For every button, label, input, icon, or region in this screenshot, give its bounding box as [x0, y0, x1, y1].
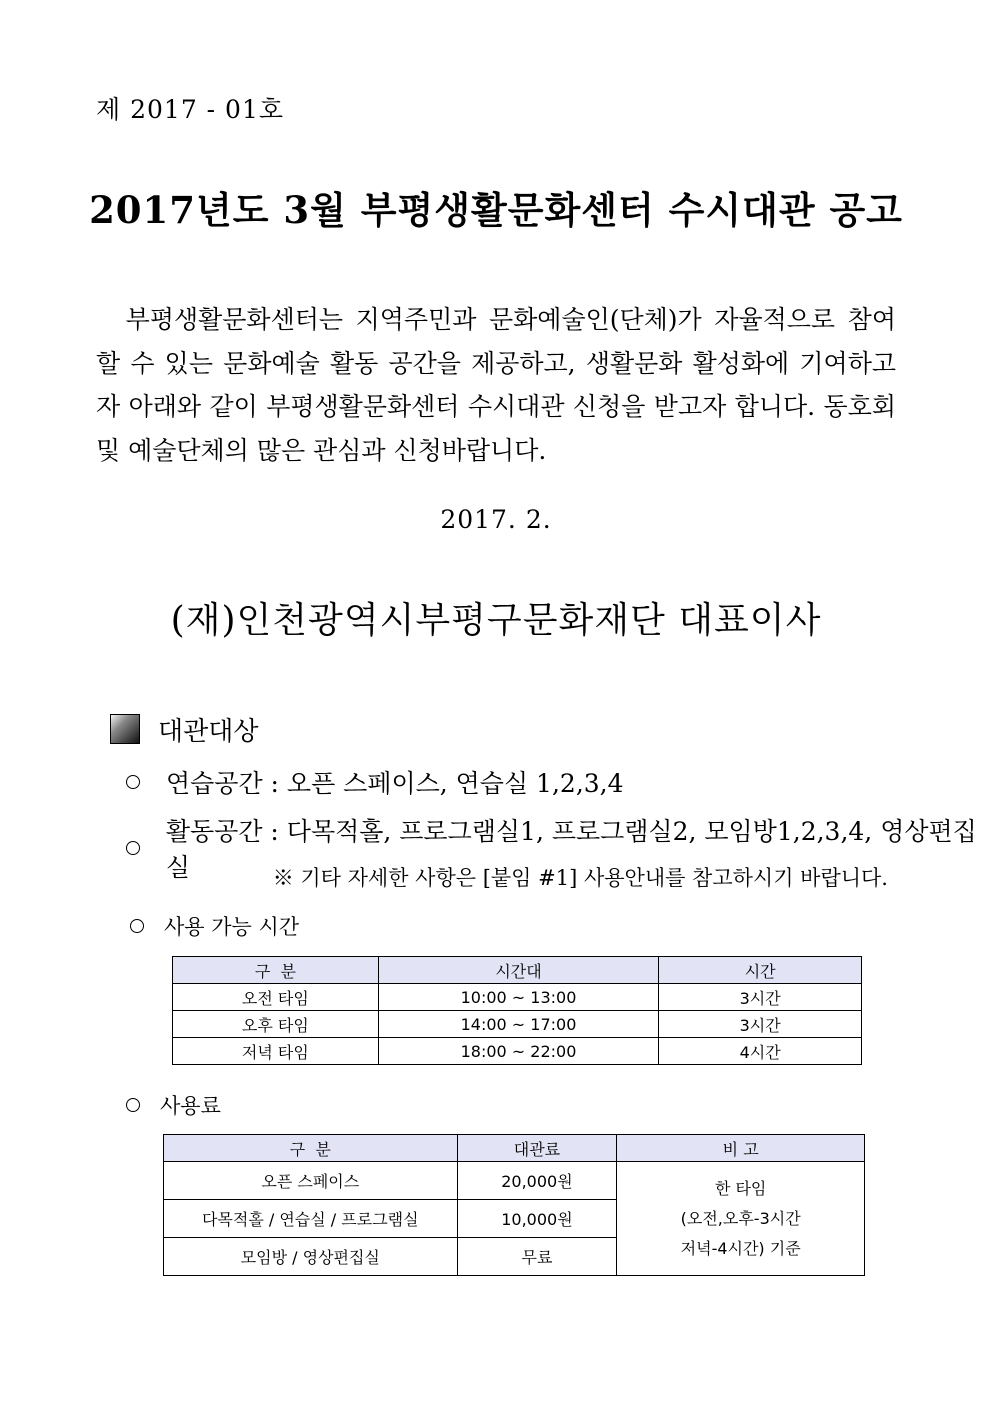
table-row: [173, 1011, 862, 1038]
activity-space-text: 활동공간 : 다목적홀, 프로그램실1, 프로그램실2, 모임방1,2,3,4, 영상편집실: [165, 817, 977, 882]
hours-subtitle: [130, 911, 299, 941]
document-number: 제 2017 - 01호: [96, 95, 285, 124]
cell-timeslot: 18:00 ~ 22:00: [378, 1038, 659, 1065]
table-header-row: [164, 1135, 865, 1162]
issuer: (재)인천광역시부평구문화재단 대표이사: [170, 600, 822, 641]
cell-fee: 10,000원: [457, 1200, 617, 1238]
practice-space-item: [126, 764, 624, 800]
header-duration: 시간: [659, 957, 862, 984]
note-text: ※ 기타 자세한 사항은 [붙임 #1] 사용안내를 참고하시기 바랍니다.: [272, 866, 888, 890]
table-row: [164, 1162, 865, 1200]
header-category: 구 분: [173, 957, 379, 984]
cell-category: 저녁 타임: [173, 1038, 379, 1065]
circle-bullet-icon: [126, 775, 140, 789]
cell-duration: 3시간: [659, 984, 862, 1011]
fee-subtitle: [126, 1090, 221, 1120]
cell-duration: 3시간: [659, 1011, 862, 1038]
square-bullet-icon: [110, 714, 140, 744]
cell-category: 다목적홀 / 연습실 / 프로그램실: [164, 1200, 458, 1238]
remark-line: (오전,오후-3시간: [680, 1208, 801, 1228]
page-title: 2017년도 3월 부평생활문화센터 수시대관 공고: [89, 188, 903, 232]
circle-bullet-icon: [126, 1098, 140, 1112]
header-remark: 비 고: [617, 1135, 865, 1162]
table-row: [173, 1038, 862, 1065]
section-title: 대관대상: [158, 716, 259, 747]
circle-bullet-icon: [130, 919, 144, 933]
header-timeslot: 시간대: [378, 957, 659, 984]
remark-line: 저녁-4시간) 기준: [680, 1238, 801, 1258]
announcement-date: 2017. 2.: [440, 505, 552, 534]
fee-table: [163, 1134, 865, 1276]
practice-space-text: 연습공간 : 오픈 스페이스, 연습실 1,2,3,4: [166, 769, 624, 798]
cell-category: 오픈 스페이스: [164, 1162, 458, 1200]
table-header-row: [173, 957, 862, 984]
hours-table: [172, 956, 862, 1065]
cell-duration: 4시간: [659, 1038, 862, 1065]
remark-line: 한 타임: [714, 1178, 767, 1198]
header-category: 구 분: [164, 1135, 458, 1162]
circle-bullet-icon: [126, 841, 140, 855]
cell-category: 오후 타임: [173, 1011, 379, 1038]
section-heading: [110, 712, 258, 746]
intro-paragraph: [96, 298, 896, 472]
cell-category: 모임방 / 영상편집실: [164, 1238, 458, 1276]
cell-fee: 무료: [457, 1238, 617, 1276]
cell-category: 오전 타임: [173, 984, 379, 1011]
cell-remark: [617, 1162, 865, 1276]
intro-text: 부평생활문화센터는 지역주민과 문화예술인(단체)가 자율적으로 참여할 수 있는 문화예술 활동 공간을 제공하고, 생활문화 활성화에 기여하고자 아래와 같이 부평생활문화센터 수시대관 신청을 받고자 합니다. 동호회 및 예술단체의 많은 관심과 신청바랍니다.: [96, 305, 896, 465]
header-fee: 대관료: [457, 1135, 617, 1162]
cell-timeslot: 10:00 ~ 13:00: [378, 984, 659, 1011]
cell-fee: 20,000원: [457, 1162, 617, 1200]
hours-subtitle-text: 사용 가능 시간: [164, 915, 300, 939]
cell-timeslot: 14:00 ~ 17:00: [378, 1011, 659, 1038]
table-row: [173, 984, 862, 1011]
fee-subtitle-text: 사용료: [160, 1094, 221, 1118]
